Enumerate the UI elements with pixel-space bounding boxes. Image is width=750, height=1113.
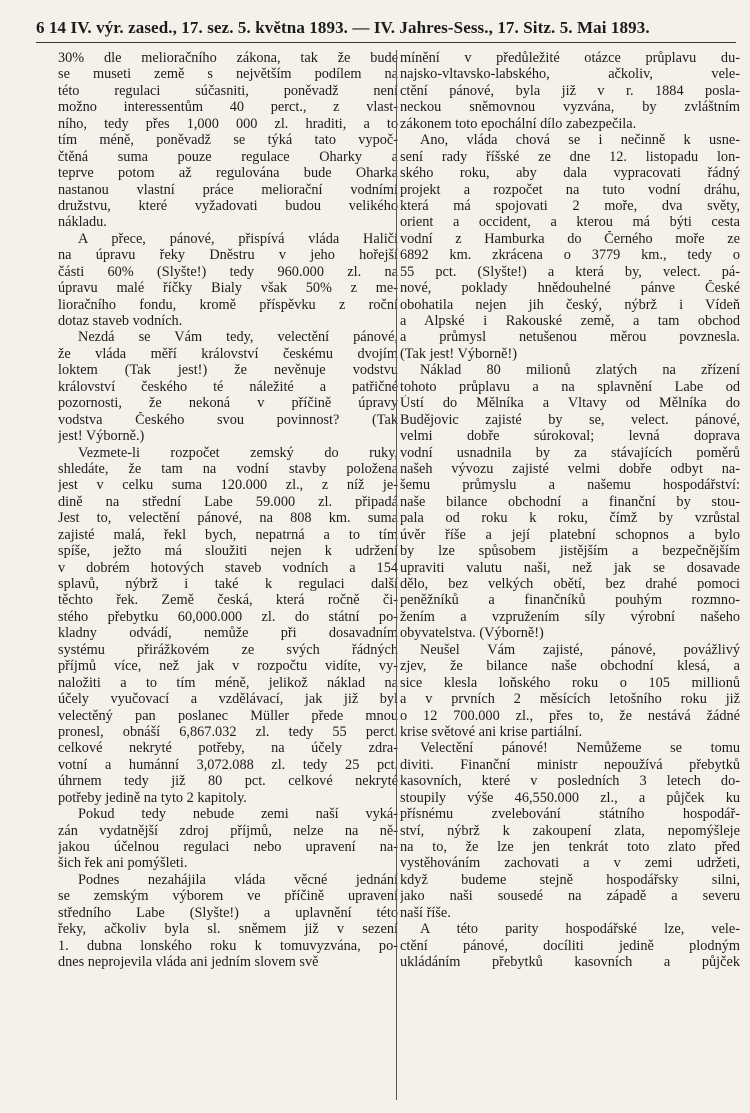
text-line: teprve potom až regulována bude Oharka [58, 165, 398, 182]
text-line: by lze spůsobem jistějším a bezpečnějším [400, 543, 740, 560]
text-line: tohoto průplavu a na splavnění Labe od [400, 378, 740, 395]
text-line: jest! Výborně.) [58, 428, 145, 445]
text-line: zán vydatnější zdroj příjmů, nelze na ně- [58, 822, 398, 839]
text-line: vystěhováním zachovati a v zemi udržeti, [400, 855, 740, 872]
text-line: velectěný pan poslanec Müller přede mnou [58, 707, 398, 724]
text-line: ství, nýbrž k zakoupení zlata, nepomýšleje [400, 822, 740, 839]
text-line: naší říše. [400, 904, 451, 921]
text-line: čtěná suma pouze regulace Oharky a [58, 148, 398, 165]
text-line: části 60% (Slyšte!) tedy 960.000 zl. na [58, 263, 398, 280]
text-line: najsko-vltavsko-labského, ačkoliv, vele- [400, 66, 740, 83]
text-line: naložiti a to tím méně, jelikož náklad na [58, 674, 398, 691]
text-line: kladny odvádí, nemůže při dosavadním [58, 625, 398, 642]
text-line: ního, tedy přes 1,000 000 zl. hraditi, a to [58, 115, 398, 132]
text-line: peněžníků a finančníků pouhým rozmno- [400, 592, 740, 609]
text-line: 6892 km. zkrácena o 3779 km., tedy o [400, 247, 740, 264]
text-line: Náklad 80 milionů zlatých na zřízení [420, 362, 740, 379]
text-line: shledáte, že tam na vodní stavby položena [58, 460, 398, 477]
text-line: a v prvních 2 měsících letošního roku již [400, 691, 740, 708]
text-line: (Tak jest! Výborně!) [400, 345, 518, 362]
text-line: systému přirážkovém ze svých řádných [58, 641, 398, 658]
text-line: jakou účelnou regulaci nebo upravení na- [58, 839, 398, 855]
text-line: Velectění pánové! Nemůžeme se tomu [420, 740, 740, 757]
page-header: 6 14 IV. výr. zased., 17. sez. 5. května 1893. — IV. Jahres-Sess., 17. Sitz. 5. Mai 1893. [36, 18, 650, 37]
header-rule [36, 42, 736, 43]
text-line: kasovních, které v posledních 3 letech do- [400, 773, 740, 790]
text-line: ukládáním přebytků kasovních a půjček [400, 954, 740, 971]
text-line: sení rady říšské ze dne 12. listopadu lon- [400, 148, 740, 165]
text-line: celkové nekryté potřeby, na účely zdra- [58, 740, 398, 757]
text-line: se museti země s největším podílem na [58, 66, 398, 83]
text-line: Budějovic zajisté by se, velect. pánové, [400, 411, 740, 428]
text-line: ctění pánové, byla již v r. 1884 posla- [400, 82, 740, 99]
text-line: pala od roku k roku, čímž by vzrůstal [400, 510, 740, 527]
text-line: dnes neprojevila vláda ani jedním slovem svě [58, 954, 319, 971]
text-line: Nezdá se Vám tedy, velectění pánové, [78, 329, 398, 346]
text-line: žením a vzpružením síly výrobní našeho [400, 608, 740, 625]
text-line: stoupily výše 46,550.000 zl., a půjček ku [400, 789, 740, 806]
text-line: středního Labe (Slyšte!) a uplavnění této [58, 904, 398, 921]
text-line: Vezmete-li rozpočet zemský do ruky, [78, 444, 398, 461]
text-line: úpravu malé říčky Bialy však 50% z me- [58, 280, 398, 297]
text-line: na to, že lze jen tenkrát toto zlato před [400, 839, 740, 855]
text-line: že vláda měří království českému dvojím [58, 345, 398, 362]
text-line: projekt a rozpočet na tuto vodní dráhu, [400, 181, 740, 198]
text-line: Podnes nezahájila vláda věcné jednání [78, 871, 398, 888]
text-line: vodní z Hamburka do Černého moře ze [400, 230, 740, 247]
text-line: o 12 700.000 zl., přes to, že nestává žádné [400, 707, 740, 724]
text-line: dotaz staveb vodních. [58, 313, 183, 329]
text-line: Neušel Vám zajisté, pánové, povážlivý [420, 641, 740, 658]
text-line: diviti. Finanční ministr nepoužívá přebytků [400, 756, 740, 773]
text-line: dělo, bez velkých obětí, bez drahé pomoci [400, 576, 740, 592]
text-line: řeky, ačkoliv byla sl. sněmem již v sezení [58, 921, 398, 938]
text-line: orient a occident, a kterou má býti cesta [400, 214, 740, 231]
text-line: na úpravu řeky Dněstru v jeho hořejší [58, 247, 398, 264]
text-line: družstvu, které vyžadovati budou velikého [58, 197, 398, 214]
text-line: naše bilance obchodní a finanční by stou- [400, 493, 740, 510]
text-line: nové, poklady hnědouhelné pánve České [400, 280, 740, 297]
text-line: šich řek ani pomýšleti. [58, 855, 188, 872]
text-line: příjmů více, než jak v rozpočtu vidíte, vy- [58, 658, 398, 675]
text-line: jest v celku suma 120.000 zl., z níž je- [58, 477, 398, 494]
text-line: loktem (Tak jest!) že nevěnuje vodstvu [58, 362, 398, 379]
text-line: nákladu. [58, 214, 107, 231]
left-column [58, 50, 398, 1110]
text-line: 55 pct. (Slyšte!) a která by, velect. pá- [400, 263, 740, 280]
text-line: našeh vývozu zajisté velmi dobře odbyt na- [400, 460, 740, 477]
text-line: vodní usnadnila by za stávajících poměrů [400, 444, 740, 461]
text-line: Jest to, velectění pánové, na 808 km. suma [58, 510, 398, 527]
text-line: a Alpské i Rakouské země, a tam obchod [400, 313, 740, 329]
text-line: krise světové ani krise partiální. [400, 723, 583, 740]
text-line: obyvatelstva. (Výborně!) [400, 625, 544, 642]
text-line: těchto řek. Země česká, která ročně či- [58, 592, 398, 609]
text-line: nastanou vlastní práce meliorační vodními [58, 181, 398, 198]
text-line: Pokud tedy nebude zemi naší vyká- [78, 806, 398, 823]
text-line: úhrnem tedy již 80 pct. celkové nekryté [58, 773, 398, 790]
text-line: potřeby jedině na tyto 2 kapitoly. [58, 789, 247, 806]
text-line: votní a humánní 3,072.088 zl. tedy 25 pct. [58, 756, 398, 773]
text-line: zákonem toto epochální dílo zabezpečila. [400, 115, 637, 132]
text-line: obohatila nejen jih český, nýbrž i Vídeň [400, 296, 740, 313]
text-line: A přece, pánové, přispívá vláda Haliči [78, 230, 398, 247]
text-line: která má spojovati 2 moře, dva světy, [400, 197, 740, 214]
text-line: možno interessentům 40 perct., z vlast- [58, 99, 398, 116]
text-line: přísnému zvelebování státního hospodář- [400, 806, 740, 823]
text-line: Ano, vláda chová se i nečinně k usne- [420, 132, 740, 149]
text-line: A této parity hospodářské lze, vele- [420, 921, 740, 938]
text-line: a průmysl netušenou měrou povznesla. [400, 329, 740, 346]
text-line: zajisté malá, řekl bych, nepatrná a to tím [58, 526, 398, 543]
text-line: vodstva Českého svou povinnost? (Tak [58, 411, 398, 428]
text-line: velmi dobře súrokoval; levná doprava [400, 428, 740, 445]
text-line: pronesl, obnáší 6,867.032 zl. tedy 55 perct. [58, 723, 398, 740]
text-line: zjev, že bilance naše obchodní klesá, a [400, 658, 740, 675]
text-line: šemu průmyslu a našemu hospodářství: [400, 477, 740, 494]
text-line: tím méně, poněvadž se týká tato vypoč- [58, 132, 398, 149]
right-column [400, 50, 740, 1110]
text-line: jako naši sousedé na západě a severu [400, 888, 740, 905]
text-line: sice klesla loňského roku o 105 millionů [400, 674, 740, 691]
text-line: upraviti valutu naši, než jak se dosavade [400, 559, 740, 576]
text-line: 1. dubna lonského roku k tomuvyzvána, po- [58, 937, 398, 954]
text-line: spíše, ježto má sloužiti nejen k udržení [58, 543, 398, 560]
text-line: pozornosti, že nekoná v příčině úpravy [58, 395, 398, 412]
text-line: dině na střední Labe 59.000 zl. připadá [58, 493, 398, 510]
text-line: 30% dle melioračního zákona, tak že bude [58, 50, 398, 66]
text-line: této regulaci súčasniti, poněvadž není [58, 82, 398, 99]
text-line: Ústí do Mělníka a Vltavy od Mělníka do [400, 395, 740, 412]
text-line: lioračního fondu, kromě příspěvku z roční [58, 296, 398, 313]
text-line: stého přebytku 60,000.000 zl. do státní po- [58, 608, 398, 625]
text-line: se zemským výborem ve příčině upravení [58, 888, 398, 905]
text-line: v dobrém hotových staveb vodních a 154 [58, 559, 398, 576]
column-separator [396, 50, 397, 1100]
text-line: mínění v předůležité otázce průplavu du- [400, 50, 740, 66]
text-line: ského roku, aby dala vypracovati řádný [400, 165, 740, 182]
text-line: účely vyučovací a vzdělávací, jak již byl [58, 691, 398, 708]
text-line: když budeme stejně hospodářsky silni, [400, 871, 740, 888]
text-line: neckou sněmovnou vyzvána, by zvláštním [400, 99, 740, 116]
text-line: úvěr říše a její platební schopnos a bylo [400, 526, 740, 543]
text-line: ctění pánové, docíliti jedině plodným [400, 937, 740, 954]
text-line: splavů, nýbrž i také k regulaci další [58, 576, 398, 592]
text-line: království českého té náležité a patřičné [58, 378, 398, 395]
